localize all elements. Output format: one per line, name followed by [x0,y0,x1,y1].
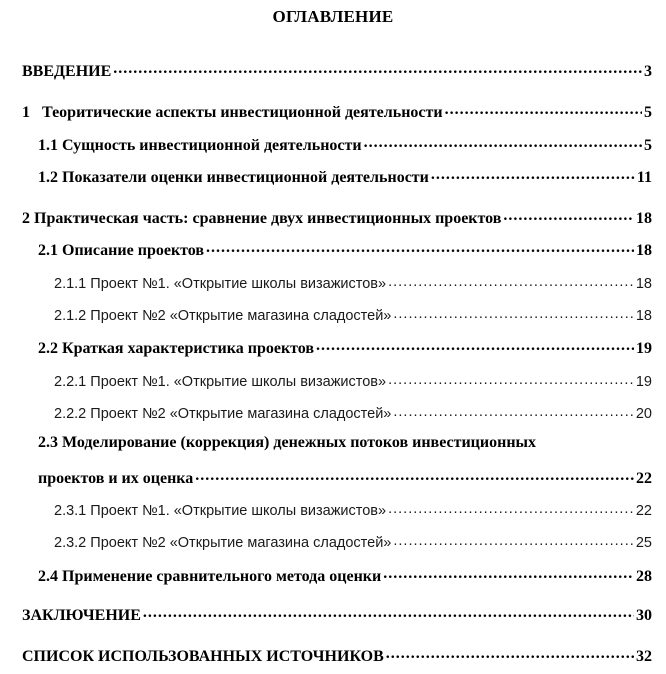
toc-entry[interactable] [22,604,652,625]
toc-entry-label: 2.2.1 Проект №1. «Открытие школы визажистов» [54,373,387,390]
toc-entry-label: 2.1.1 Проект №1. «Открытие школы визажистов» [54,275,387,292]
toc-entry[interactable] [38,239,652,260]
toc-entry[interactable] [54,500,652,519]
toc-entry-page: 25 [635,534,652,551]
toc-entry-label: 1.1 Сущность инвестиционной деятельности [38,137,362,154]
dot-leader [393,305,633,320]
toc-entry-label: 2.1 Описание проектов [38,242,205,259]
dot-leader [206,239,634,255]
dot-leader [383,565,634,581]
dot-leader [386,645,634,661]
toc-entry-label: 2 Практическая часть: сравнение двух инвестиционных проектов [22,210,502,227]
dot-leader [431,166,635,182]
toc-title: ОГЛАВЛЕНИЕ [272,7,394,26]
toc-entry-page: 22 [635,502,652,519]
toc-entry-page: 28 [636,568,652,585]
toc-entry[interactable] [22,645,652,666]
toc-entry-page: 30 [636,607,652,624]
toc-entry-page: 32 [636,648,652,665]
toc-entry-label: 1.2 Показатели оценки инвестиционной деятельности [38,169,429,186]
dot-leader [388,500,634,515]
toc-entry-label: СПИСОК ИСПОЛЬЗОВАННЫХ ИСТОЧНИКОВ [22,648,384,665]
dot-leader [195,467,634,483]
toc-entry-page: 18 [636,242,652,259]
toc-entry[interactable] [22,60,652,81]
dot-leader [393,532,633,547]
toc-entry-page: 18 [636,210,652,227]
dot-leader [388,371,634,386]
toc-entry-page: 5 [644,137,652,154]
toc-entry[interactable] [38,467,652,488]
toc-entry[interactable] [54,305,652,324]
toc-entry[interactable] [54,273,652,292]
toc-entry-label: ВВЕДЕНИЕ [22,63,112,80]
dot-leader [316,337,634,353]
toc-entry-label: 2.1.2 Проект №2 «Открытие магазина сладостей» [54,307,392,324]
dot-leader [143,604,634,620]
toc-entry[interactable] [22,207,652,228]
toc-entry[interactable] [54,403,652,422]
toc-entry[interactable] [38,337,652,358]
dot-leader [503,207,634,223]
toc-entry-page: 3 [644,63,652,80]
toc-entry-page: 5 [644,104,652,121]
toc-entry-label: 2.4 Применение сравнительного метода оценки [38,568,382,585]
toc-entry[interactable] [54,371,652,390]
toc-entry-page: 11 [636,169,652,186]
toc-entry-page: 19 [635,373,652,390]
dot-leader [388,273,634,288]
toc-entry-page: 20 [635,405,652,422]
toc-entry-page: 22 [636,470,652,487]
toc-entry-label: 2.3.1 Проект №1. «Открытие школы визажистов» [54,502,387,519]
toc-entry-page: 18 [635,307,652,324]
toc-entry-label: ЗАКЛЮЧЕНИЕ [22,607,141,624]
dot-leader [113,60,642,76]
toc-entry[interactable] [38,166,652,187]
dot-leader [393,403,633,418]
dot-leader [364,134,642,150]
toc-entry-label: 2.2.2 Проект №2 «Открытие магазина сладостей» [54,405,392,422]
dot-leader [445,101,642,117]
toc-entry-page: 18 [635,275,652,292]
toc-entry-label: 2.2 Краткая характеристика проектов [38,340,315,357]
toc-entry-label: 2.3.2 Проект №2 «Открытие магазина сладостей» [54,534,392,551]
toc-entry[interactable] [54,532,652,551]
toc-entry[interactable] [38,565,652,586]
toc-entry-page: 19 [636,340,652,357]
toc-entry[interactable] [38,134,652,155]
toc-entry-label: 1 Теоритические аспекты инвестиционной деятельности [22,104,443,121]
toc-entry-label-line1[interactable]: 2.3 Моделирование (коррекция) денежных потоков инвестиционных [38,434,537,451]
toc-entry-label: проектов и их оценка [38,470,194,487]
toc-entry[interactable] [22,101,652,122]
